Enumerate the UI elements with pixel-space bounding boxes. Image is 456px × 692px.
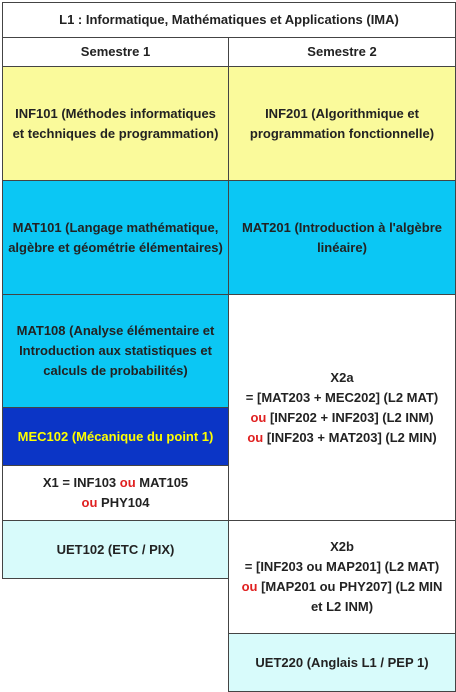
x2b-line-2 bbox=[242, 577, 443, 597]
or-keyword: ou bbox=[81, 495, 98, 510]
x2b-line-1: = [INF203 ou MAP201] (L2 MAT) bbox=[244, 559, 440, 574]
x2a-line-2-text: [INF202 + INF203] (L2 INM) bbox=[266, 409, 434, 425]
course-mec102 bbox=[2, 407, 229, 466]
or-keyword: ou bbox=[250, 409, 267, 425]
inf201-line: INF201 (Algorithmique et bbox=[265, 105, 419, 121]
x1-part-a: X1 = INF103 bbox=[42, 475, 120, 490]
inf101-line: et techniques de programmation) bbox=[12, 125, 219, 141]
mat101-line: MAT101 (Langage mathématique, bbox=[12, 219, 219, 235]
or-keyword: ou bbox=[247, 429, 264, 445]
x2a-line-3 bbox=[247, 428, 436, 448]
or-keyword: ou bbox=[119, 475, 136, 490]
option-x1 bbox=[2, 465, 229, 521]
mec102-text: MEC102 (Mécanique du point 1) bbox=[17, 428, 214, 444]
mat108-line: Introduction aux statistiques et bbox=[19, 343, 212, 358]
uet220-text: UET220 (Anglais L1 / PEP 1) bbox=[255, 654, 429, 670]
course-uet102 bbox=[2, 520, 229, 579]
x2b-line-2-text: [MAP201 ou PHY207] (L2 MIN bbox=[257, 579, 443, 594]
mat101-line: algèbre et géométrie élémentaires) bbox=[8, 239, 223, 255]
x2a-title: X2a bbox=[330, 369, 354, 385]
course-mat108 bbox=[2, 294, 229, 408]
x1-part-c: PHY104 bbox=[97, 495, 150, 510]
course-inf201 bbox=[228, 66, 456, 181]
mat201-line: linéaire) bbox=[317, 239, 367, 255]
semestre-1-label: Semestre 1 bbox=[80, 44, 151, 59]
program-title bbox=[2, 2, 456, 38]
column-header-semestre-2 bbox=[228, 37, 456, 67]
course-mat101 bbox=[2, 180, 229, 295]
mat108-line: MAT108 (Analyse élémentaire et bbox=[16, 323, 215, 338]
uet102-text: UET102 (ETC / PIX) bbox=[56, 541, 175, 557]
x1-part-b: MAT105 bbox=[135, 475, 189, 490]
course-uet220 bbox=[228, 633, 456, 692]
x2b-line-3: et L2 INM) bbox=[310, 599, 374, 614]
mat108-line: calculs de probabilités) bbox=[43, 363, 188, 378]
inf201-line: programmation fonctionnelle) bbox=[249, 125, 435, 141]
option-x2a bbox=[228, 294, 456, 521]
option-x2b bbox=[228, 520, 456, 634]
or-keyword: ou bbox=[241, 579, 258, 594]
x1-line-2 bbox=[82, 493, 150, 513]
x2a-line-1: = [MAT203 + MEC202] (L2 MAT) bbox=[245, 389, 439, 405]
inf101-line: INF101 (Méthodes informatiques bbox=[15, 105, 216, 121]
mat201-line: MAT201 (Introduction à l'algèbre bbox=[241, 219, 443, 235]
x2b-title: X2b bbox=[330, 539, 354, 554]
x2a-line-3-text: [INF203 + MAT203] (L2 MIN) bbox=[263, 429, 437, 445]
course-inf101 bbox=[2, 66, 229, 181]
column-header-semestre-1 bbox=[2, 37, 229, 67]
program-title-text: L1 : Informatique, Mathématiques et Applications (IMA) bbox=[59, 12, 399, 27]
x1-line-1 bbox=[43, 473, 188, 493]
course-mat201 bbox=[228, 180, 456, 295]
semestre-2-label: Semestre 2 bbox=[307, 44, 377, 59]
x2a-line-2 bbox=[250, 408, 433, 428]
